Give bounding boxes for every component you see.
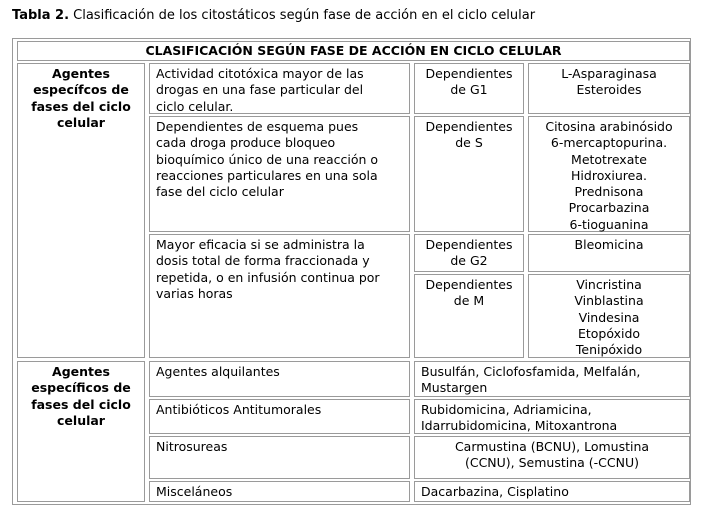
caption-label: Tabla 2. <box>12 8 70 23</box>
text-line: Mayor eficacia si se administra la <box>156 237 365 252</box>
row-1-description <box>149 63 410 114</box>
text-line: L-Asparaginasa <box>561 66 657 81</box>
text-line: 6-tioguanina <box>569 216 649 232</box>
group-1-label <box>17 63 145 358</box>
text-line: Dacarbazina, Cisplatino <box>421 484 569 499</box>
label-line: específicos de <box>31 380 131 396</box>
text-line: Dependientes <box>425 119 513 134</box>
text-line: reacciones particulares en una sola <box>156 167 378 183</box>
text-line: de M <box>453 293 485 309</box>
text-line: cada droga produce bloqueo <box>156 135 336 151</box>
text-line: drogas en una fase particular del <box>156 82 364 98</box>
text-line: Idarrubidomicina, Mitoxantrona <box>421 418 618 434</box>
text-line: Dependientes de esquema pues <box>156 119 359 134</box>
text-line: Agentes alquilantes <box>156 364 280 379</box>
text-line: Esteroides <box>576 82 642 98</box>
row-3-description <box>149 234 410 358</box>
category-alkylating <box>149 361 410 397</box>
text-line: Vincristina <box>576 277 642 292</box>
label-line: celular <box>57 412 105 428</box>
row-3-phase-g2 <box>414 234 524 272</box>
table-header: CLASIFICACIÓN SEGÚN FASE DE ACCIÓN EN CICLO CELULAR <box>17 41 690 61</box>
text-line: Etopóxido <box>577 325 641 341</box>
text-line: Prednisona <box>574 184 644 200</box>
text-line: Vindesina <box>578 309 640 325</box>
text-line: Busulfán, Ciclofosfamida, Melfalán, <box>421 364 641 379</box>
text-line: Metotrexate <box>571 151 647 167</box>
text-line: Carmustina (BCNU), Lomustina <box>454 439 650 454</box>
label-line: Agentes <box>52 364 110 379</box>
caption-text: Clasificación de los citostáticos según fase de acción en el ciclo celular <box>69 8 536 23</box>
text-line: varias horas <box>156 285 233 301</box>
row-2-description <box>149 116 410 232</box>
label-line: celular <box>57 114 105 130</box>
label-line: fases del ciclo <box>31 98 131 114</box>
text-line: Dependientes <box>425 277 513 292</box>
text-line: Citosina arabinósido <box>545 119 673 134</box>
text-line: Hidroxiurea. <box>571 167 647 183</box>
text-line: de G1 <box>450 82 488 98</box>
row-2-drugs <box>528 116 690 232</box>
text-line: de S <box>455 135 483 151</box>
category-nitrosureas <box>149 436 410 479</box>
text-line: Bleomicina <box>574 237 644 252</box>
row-3-drugs-m <box>528 274 690 358</box>
row-2-phase <box>414 116 524 232</box>
table-caption <box>12 7 535 25</box>
text-line: Dependientes <box>425 66 513 81</box>
row-3-drugs-g2 <box>528 234 690 272</box>
text-line: bioquímico único de una reacción o <box>156 151 379 167</box>
label-line: específcos de <box>33 82 129 98</box>
category-misc <box>149 481 410 502</box>
drugs-nitrosureas <box>414 436 690 479</box>
label-line: Agentes <box>52 66 110 81</box>
text-line: Vinblastina <box>574 293 644 309</box>
drugs-antibiotics <box>414 399 690 434</box>
text-line: Misceláneos <box>156 484 233 499</box>
text-line: Actividad citotóxica mayor de las <box>156 66 364 81</box>
group-2-label <box>17 361 145 502</box>
drugs-alkylating <box>414 361 690 397</box>
text-line: Procarbazina <box>568 200 650 216</box>
text-line: 6-mercaptopurina. <box>550 135 668 151</box>
text-line: (CCNU), Semustina (-CCNU) <box>464 455 640 471</box>
text-line: repetida, o en infusión continua por <box>156 269 380 285</box>
text-line: Nitrosureas <box>156 439 228 454</box>
text-line: Tenipóxido <box>575 342 643 358</box>
text-line: Rubidomicina, Adriamicina, <box>421 402 592 417</box>
text-line: fase del ciclo celular <box>156 184 284 200</box>
text-line: dosis total de forma fraccionada y <box>156 253 370 269</box>
text-line: Dependientes <box>425 237 513 252</box>
row-1-drugs <box>528 63 690 114</box>
category-antibiotics <box>149 399 410 434</box>
row-3-phase-m <box>414 274 524 358</box>
row-1-phase <box>414 63 524 114</box>
text-line: Antibióticos Antitumorales <box>156 402 322 417</box>
text-line: de G2 <box>450 253 488 269</box>
text-line: Mustargen <box>421 380 488 396</box>
drugs-misc <box>414 481 690 502</box>
text-line: ciclo celular. <box>156 98 234 114</box>
label-line: fases del ciclo <box>31 396 131 412</box>
